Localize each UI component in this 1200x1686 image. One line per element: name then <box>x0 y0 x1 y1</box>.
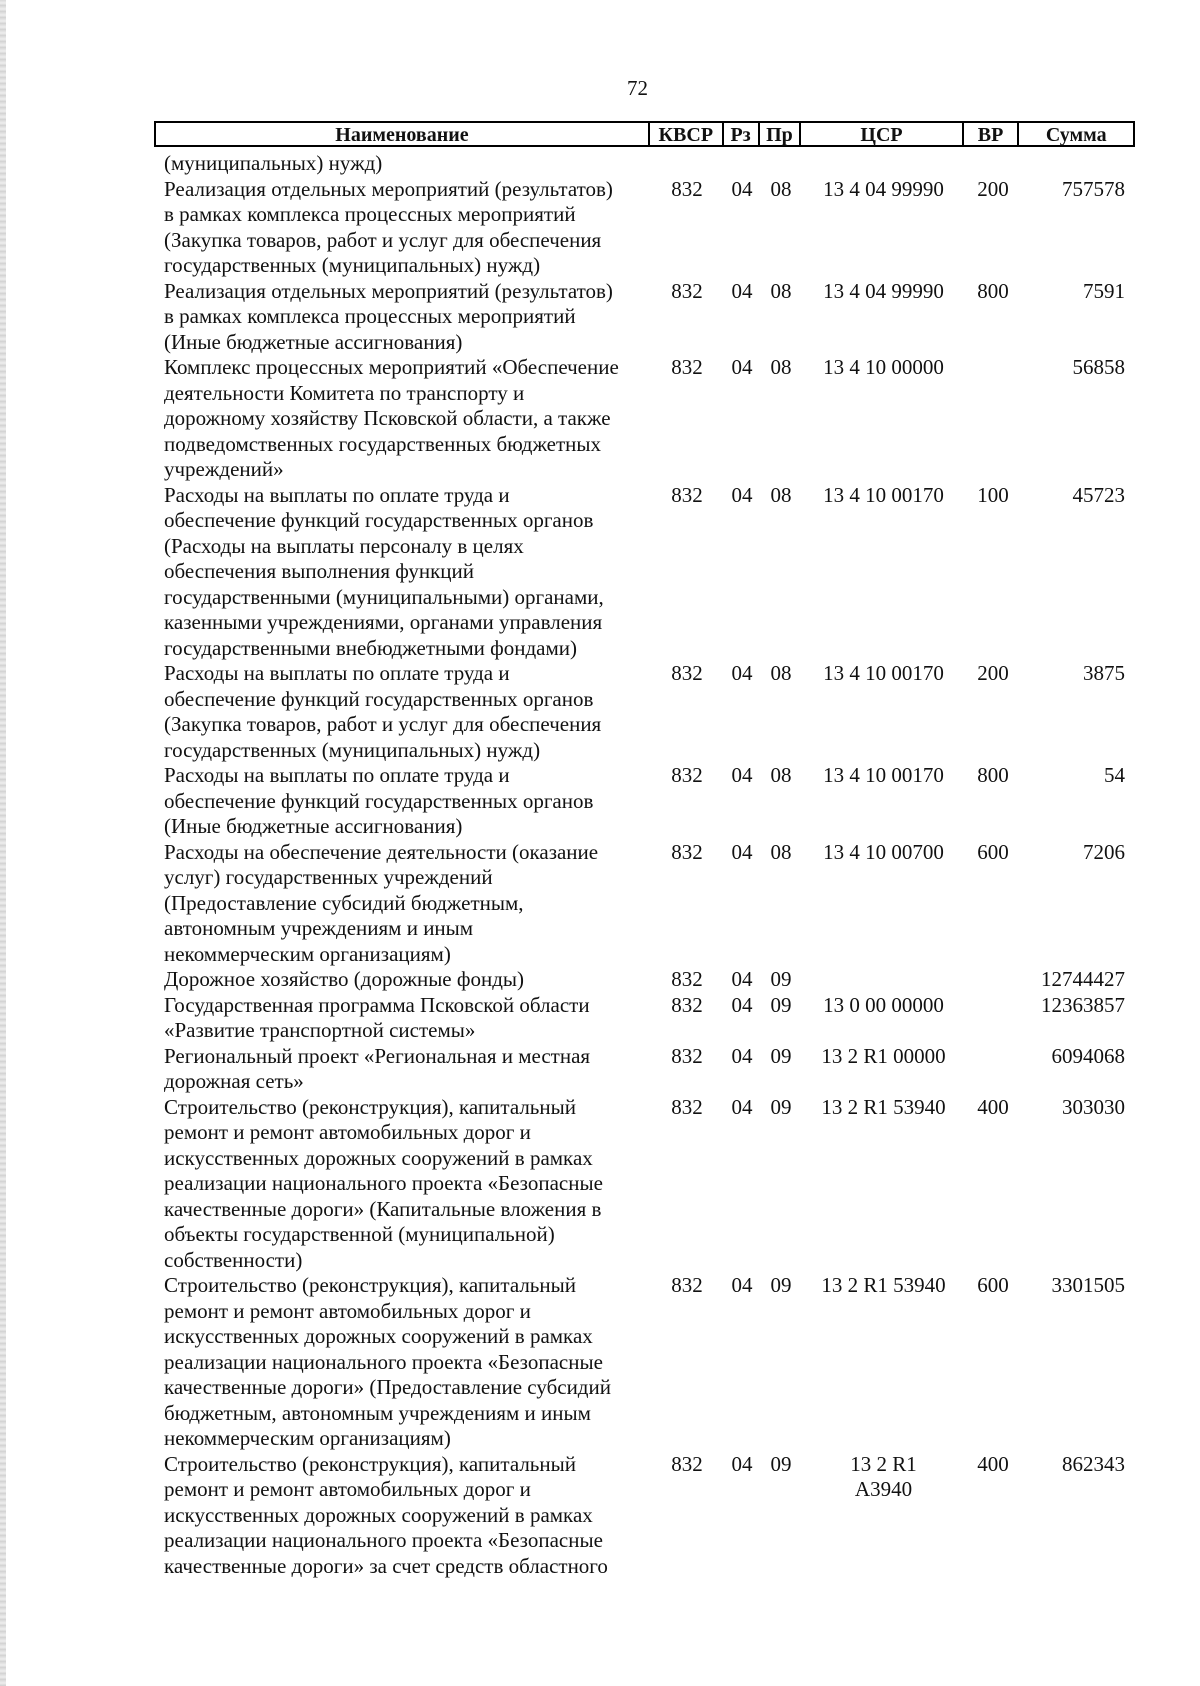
row-rz: 04 <box>731 1273 753 1297</box>
header-name: Наименование <box>156 123 650 145</box>
table-row <box>154 763 1135 840</box>
row-sum: 12744427 <box>1041 967 1125 991</box>
row-name: Строительство (реконструкция), капитальный ремонт и ремонт автомобильных дорог и искусственных дорожных сооружений в рамках реализации национального проекта «Безопасные качественные дороги» (Капитальные вложения в объекты государственной (муниципальной) собственности) <box>164 1094 603 1272</box>
row-sum: 3301505 <box>1051 1273 1125 1297</box>
row-vr <box>965 151 1021 177</box>
table-row <box>154 840 1135 968</box>
row-name: Региональный проект «Региональная и местная дорожная сеть» <box>164 1043 591 1093</box>
row-csr: 13 2 R1 А3940 <box>850 1451 917 1501</box>
row-rz: 04 <box>731 763 753 787</box>
table-row <box>154 661 1135 763</box>
row-rz: 04 <box>731 482 753 507</box>
row-kvsr: 832 <box>671 1043 703 1068</box>
row-kvsr: 832 <box>671 661 703 685</box>
row-pr: 08 <box>770 355 792 379</box>
row-vr: 800 <box>977 763 1009 787</box>
row-name: Строительство (реконструкция), капитальный ремонт и ремонт автомобильных дорог и искусственных дорожных сооружений в рамках реализации национального проекта «Безопасные качественные дороги» (Предоставление субсидий бюджетным, автономным учреждениям и иным некоммерческим организациям) <box>164 1273 611 1450</box>
table-row <box>154 355 1135 483</box>
row-sum: 862343 <box>1062 1451 1125 1476</box>
row-pr: 08 <box>770 661 792 685</box>
row-sum: 7591 <box>1083 278 1125 303</box>
row-csr: 13 2 R1 53940 <box>821 1273 946 1297</box>
header-kvsr: КВСР <box>650 123 724 145</box>
row-csr: 13 4 10 00000 <box>823 355 944 379</box>
row-vr: 800 <box>977 278 1009 303</box>
row-kvsr: 832 <box>671 1094 703 1119</box>
row-sum: 303030 <box>1062 1094 1125 1119</box>
row-rz: 04 <box>731 1043 753 1068</box>
row-kvsr: 832 <box>671 992 703 1017</box>
row-csr: 13 4 04 99990 <box>823 176 944 201</box>
row-csr: 13 2 R1 53940 <box>821 1094 946 1119</box>
row-name: Дорожное хозяйство (дорожные фонды) <box>164 967 525 991</box>
row-csr: 13 4 10 00170 <box>823 661 944 685</box>
row-kvsr: 832 <box>671 1451 703 1476</box>
row-name: Государственная программа Псковской области «Развитие транспортной системы» <box>164 992 590 1042</box>
table-row <box>154 151 1135 177</box>
row-sum: 12363857 <box>1041 992 1125 1017</box>
row-name: Реализация отдельных мероприятий (результатов) в рамках комплекса процессных мероприятий (Иные бюджетные ассигнования) <box>164 278 613 354</box>
row-name: Строительство (реконструкция), капитальный ремонт и ремонт автомобильных дорог и искусственных дорожных сооружений в рамках реализации национального проекта «Безопасные качественные дороги» за счет средств областного <box>164 1451 608 1578</box>
header-sum: Сумма <box>1045 124 1107 146</box>
row-vr <box>965 1044 1021 1095</box>
row-csr: 13 4 10 00170 <box>823 482 944 507</box>
row-rz: 04 <box>731 967 753 991</box>
row-csr: 13 4 10 00700 <box>823 839 944 864</box>
row-sum: 56858 <box>1072 355 1125 379</box>
row-name: Расходы на выплаты по оплате труда и обеспечение функций государственных органов (Иные бюджетные ассигнования) <box>164 763 594 838</box>
header-csr: ЦСР <box>801 123 963 145</box>
row-kvsr: 832 <box>671 839 703 864</box>
table-row <box>154 1452 1135 1580</box>
row-csr <box>802 967 965 993</box>
row-vr: 200 <box>977 176 1009 201</box>
row-kvsr: 832 <box>671 967 703 991</box>
row-pr: 09 <box>770 992 792 1017</box>
page-number: 72 <box>627 76 648 100</box>
table-row <box>154 177 1135 279</box>
row-pr: 08 <box>770 176 792 201</box>
row-name: (муниципальных) нужд) <box>164 151 383 175</box>
row-pr <box>760 151 802 177</box>
row-rz: 04 <box>731 1094 753 1119</box>
row-rz: 04 <box>731 992 753 1017</box>
row-rz: 04 <box>731 176 753 201</box>
row-rz: 04 <box>731 278 753 303</box>
row-vr: 400 <box>977 1451 1009 1476</box>
row-vr <box>965 993 1021 1044</box>
row-name: Расходы на выплаты по оплате труда и обеспечение функций государственных органов (Расходы на выплаты персоналу в целях обеспечения выполнения функций государственными (муниципальными) органами, казенными учреждениями, органами управления государственными внебюджетными фондами) <box>164 482 604 660</box>
row-pr: 08 <box>770 482 792 507</box>
row-sum: 3875 <box>1083 661 1125 685</box>
table-row <box>154 1095 1135 1274</box>
table-body <box>154 151 1135 1579</box>
header-pr: Пр <box>760 123 802 145</box>
row-name: Расходы на обеспечение деятельности (оказание услуг) государственных учреждений (Предоставление субсидий бюджетным, автономным учреждениям и иным некоммерческим организациям) <box>164 839 599 966</box>
row-pr: 08 <box>770 278 792 303</box>
row-kvsr: 832 <box>671 278 703 303</box>
row-pr: 09 <box>770 1451 792 1476</box>
row-kvsr: 832 <box>671 763 703 787</box>
row-kvsr: 832 <box>671 482 703 507</box>
row-rz <box>724 151 760 177</box>
row-kvsr <box>650 151 724 177</box>
scan-edge <box>0 0 6 1686</box>
row-sum: 7206 <box>1083 839 1125 864</box>
row-pr: 09 <box>770 967 792 991</box>
row-vr: 100 <box>977 482 1009 507</box>
row-sum <box>1021 151 1135 177</box>
row-sum: 54 <box>1104 763 1125 787</box>
row-pr: 08 <box>770 763 792 787</box>
row-name: Комплекс процессных мероприятий «Обеспечение деятельности Комитета по транспорту и дорожному хозяйству Псковской области, а также подведомственных государственных бюджетных учреждений» <box>164 355 619 481</box>
row-pr: 09 <box>770 1273 792 1297</box>
row-csr <box>802 151 965 177</box>
row-rz: 04 <box>731 1451 753 1476</box>
row-pr: 08 <box>770 839 792 864</box>
row-csr: 13 0 00 00000 <box>823 992 944 1017</box>
row-vr: 600 <box>977 1273 1009 1297</box>
table-row <box>154 1273 1135 1452</box>
row-name: Расходы на выплаты по оплате труда и обеспечение функций государственных органов (Закупка товаров, работ и услуг для обеспечения государственных (муниципальных) нужд) <box>164 661 602 762</box>
table-row <box>154 1044 1135 1095</box>
row-pr: 09 <box>770 1043 792 1068</box>
row-pr: 09 <box>770 1094 792 1119</box>
row-sum: 6094068 <box>1051 1043 1125 1068</box>
row-vr: 600 <box>977 839 1009 864</box>
row-vr <box>965 355 1021 483</box>
header-vr: ВР <box>964 123 1020 145</box>
row-sum: 45723 <box>1072 482 1125 507</box>
table-row <box>154 279 1135 356</box>
row-rz: 04 <box>731 355 753 379</box>
row-rz: 04 <box>731 661 753 685</box>
row-csr: 13 2 R1 00000 <box>821 1043 946 1068</box>
row-vr: 400 <box>977 1094 1009 1119</box>
table-row <box>154 483 1135 662</box>
header-rz: Рз <box>724 123 760 145</box>
row-kvsr: 832 <box>671 355 703 379</box>
table-row <box>154 993 1135 1044</box>
row-kvsr: 832 <box>671 1273 703 1297</box>
row-csr: 13 4 10 00170 <box>823 763 944 787</box>
table-header <box>154 121 1135 147</box>
row-vr <box>965 967 1021 993</box>
table-row <box>154 967 1135 993</box>
row-sum: 757578 <box>1062 176 1125 201</box>
row-rz: 04 <box>731 839 753 864</box>
row-kvsr: 832 <box>671 176 703 201</box>
row-name: Реализация отдельных мероприятий (результатов) в рамках комплекса процессных мероприятий (Закупка товаров, работ и услуг для обеспечения государственных (муниципальных) нужд) <box>164 176 613 277</box>
row-vr: 200 <box>977 661 1009 685</box>
row-csr: 13 4 04 99990 <box>823 278 944 303</box>
